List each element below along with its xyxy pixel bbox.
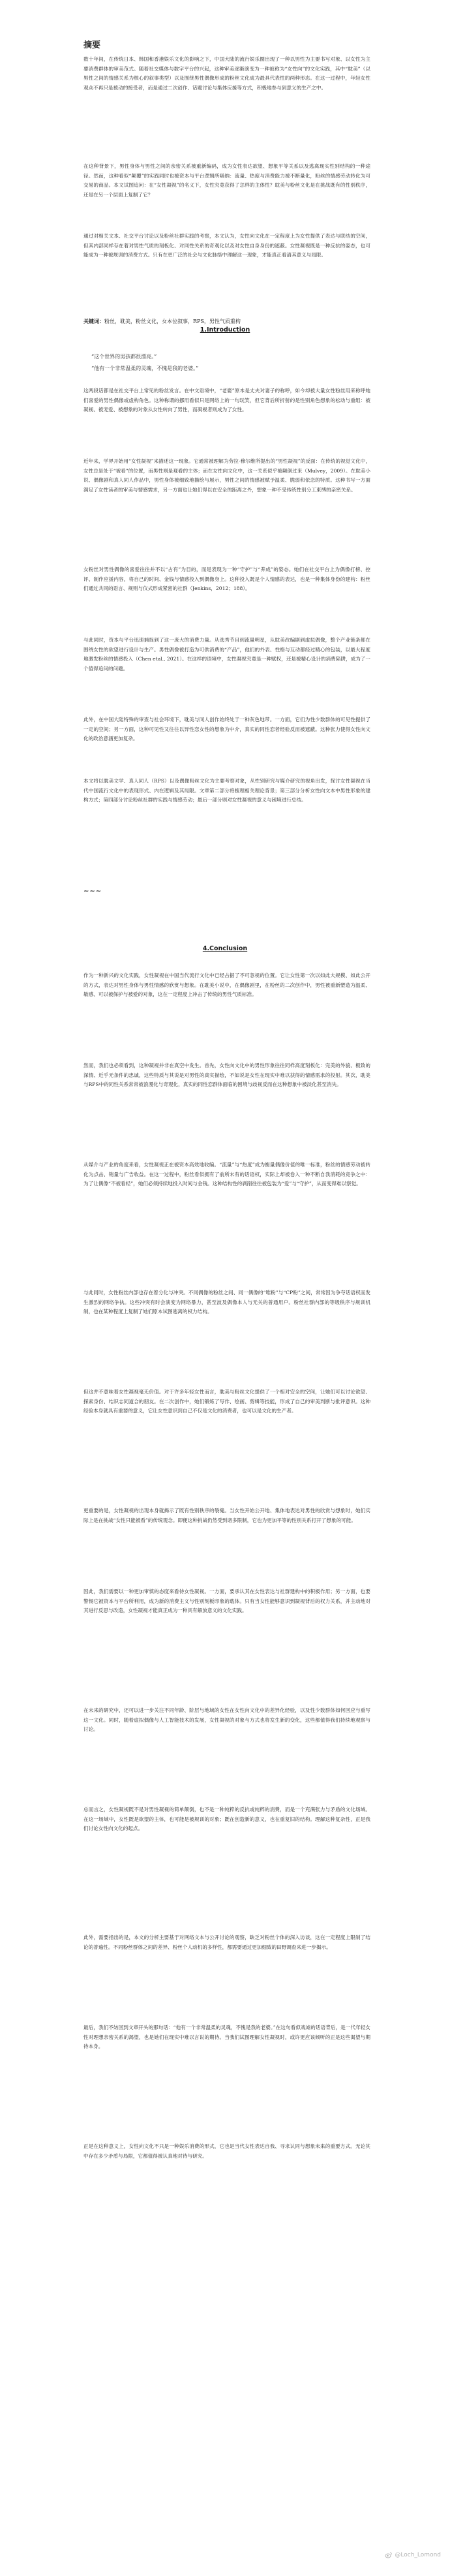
watermark-text: @Loch_Lomond <box>395 2552 441 2558</box>
conclusion-paragraph-11: 最后，我们不妨回到文章开头的那句话：“他有一个非常温柔的灵魂，不愧是我的老婆。”在这句看似戏谑的话语背后，是一代年轻女性对理想亲密关系的渴望，也是她们在现实中难以言说的期待。当我们试图理解女性凝视时，或许更应该倾听的正是这些渴望与期待本身。 <box>83 2025 370 2050</box>
intro-quote-2: “他有一个非常温柔的灵魂，不愧是我的老婆。” <box>91 365 199 371</box>
conclusion-paragraph-4: 与此同时，女性粉丝内部也存在着分化与冲突。不同偶像的粉丝之间、同一偶像的“唯粉”与“CP粉”之间，常常因为争夺话语权而发生激烈的网络争执。这些冲突有时会演变为网络暴力，甚至波及偶像本人与无关的普通用户。粉丝社群内部的等级秩序与规训机制，也在某种程度上复制了她们原本试图逃离的权力结构。 <box>83 1290 370 1315</box>
conclusion-paragraph-1: 作为一种新兴的文化实践，女性凝视在中国当代流行文化中已经占据了不可忽视的位置。它让女性第一次以如此大规模、如此公开的方式，表达对男性身体与男性情感的欣赏与想象。在耽美小说中，在偶像剧里，在粉丝的二次创作中，男性被重新塑造为温柔、敏感、可以被保护与被爱的对象，这在一定程度上冲击了传统的男性气质标准。 <box>83 972 370 998</box>
abstract-title: 摘要 <box>83 40 101 50</box>
abstract-paragraph-2: 在这种背景下，男性身体与男性之间的亲密关系被重新编码，成为女性表达欲望、想象平等关系以及逃离现实性别结构的一种途径。然而，这种看似“颠覆”的实践同时也被资本与平台逻辑所吸纳：流量、热度与消费能力被不断量化，粉丝的情感劳动转化为可交易的商品。本文试图追问：在“女性凝视”的名义下，女性究竟获得了怎样的主体性？耽美与粉丝文化是在挑战既有的性别秩序，还是在另一个层面上复制了它？ <box>83 163 370 198</box>
section-separator: ~~~ <box>83 888 102 895</box>
keywords-line <box>83 317 370 326</box>
conclusion-paragraph-7: 因此，我们需要以一种更加审慎的态度来看待女性凝视。一方面，要承认其在女性表达与社群建构中的积极作用；另一方面，也要警惕它被资本与平台所利用，成为新的消费主义与性别刻板印象的载体。只有当女性能够意识到凝视背后的权力关系，并主动地对其进行反思与改造，女性凝视才能真正成为一种具有解放意义的文化实践。 <box>83 1589 370 1614</box>
intro-paragraph-4: 与此同时，资本与平台迅速捕捉到了这一庞大的消费力量。从选秀节目到流量明星，从耽美改编剧到虚拟偶像，整个产业链条都在围绕女性的欲望进行设计与生产。男性偶像被打造为可供消费的“产品”，他们的外表、性格与互动都经过精心的包装，以最大程度地激发粉丝的情感投入（Chen etal., 2021）。在这样的语境中，女性凝视究竟是一种赋权，还是被精心设计的消费陷阱，成为了一个值得追问的问题。 <box>83 637 370 672</box>
introduction-heading: 1.Introduction <box>200 326 250 334</box>
intro-paragraph-1: 这两段话都是在社交平台上常见的粉丝发言。在中文语境中，“老婆”原本是丈夫对妻子的称呼，如今却被大量女性粉丝用来称呼她们喜爱的男性偶像或虚构角色。这种称谓的挪用看似只是网络上的一句玩笑，但它背后所折射的是性别角色想象的松动与重组：被凝视、被宠爱、被想象的对象从女性转向了男性，而凝视者则成为了女性。 <box>83 388 370 413</box>
keywords-label: 关键词： <box>83 318 104 324</box>
conclusion-paragraph-9: 总而言之，女性凝视既不是对男性凝视的简单颠倒，也不是一种纯粹的反抗或纯粹的消费，而是一个充满张力与矛盾的文化场域。在这一场域中，女性既是欲望的主体，也可能是被规训的对象；既在创造新的意义，也在重复旧的结构。理解这种复杂性，正是我们讨论女性向文化的起点。 <box>83 1807 370 1832</box>
weibo-logo-icon <box>385 2551 393 2559</box>
intro-paragraph-6: 本文将以耽美文学、真人同人（RPS）以及偶像粉丝文化为主要考察对象，从性别研究与媒介研究的视角出发，探讨女性凝视在当代中国流行文化中的表现形式、内在逻辑及其局限。文章第二部分将梳理相关理论背景；第三部分分析女性向文本中男性形象的建构方式；第四部分讨论粉丝社群的实践与情感劳动；最后一部分则对女性凝视的意义与困境进行总结。 <box>83 778 370 803</box>
conclusion-paragraph-3: 从媒介与产业的角度来看，女性凝视正在被资本高效地收编。“流量”与“热度”成为衡量偶像价值的唯一标准，粉丝的情感劳动被转化为点击、销量与广告收益。在这一过程中，粉丝看似拥有了前所未有的话语权，实际上却被卷入一种不断自我消耗的竞争之中：为了让偶像“不被看轻”，她们必须持续地投入时间与金钱。这种结构性的剥削往往被包装为“爱”与“守护”，从而变得难以察觉。 <box>83 1162 370 1187</box>
conclusion-paragraph-10: 此外，需要指出的是，本文的分析主要基于对网络文本与公开讨论的观察，缺乏对粉丝个体的深入访谈，这在一定程度上限制了结论的普遍性。不同粉丝群体之间的差异、粉丝个人动机的多样性，都需要通过更加细致的田野调查来进一步揭示。 <box>83 1934 370 1950</box>
conclusion-paragraph-8: 在未来的研究中，还可以进一步关注不同年龄、阶层与地域的女性在女性向文化中的差异化经验，以及性少数群体如何回应与重写这一文化。同时，随着虚拟偶像与人工智能技术的发展，女性凝视的对象与方式也将发生新的变化，这些都值得我们持续地观察与讨论。 <box>83 1707 370 1733</box>
keywords-value: 粉丝，耽美，粉丝文化，女本位叙事，RPS，男性气质重构 <box>104 318 241 324</box>
abstract-paragraph-3: 通过对相关文本、社交平台讨论以及粉丝社群实践的考察，本文认为，女性向文化在一定程度上为女性提供了表达与联结的空间，但其内部同样存在着对男性气质的刻板化、对同性关系的奇观化以及对女性自身身份的遮蔽。女性凝视既是一种反抗的姿态，也可能成为一种被规训的消费方式。只有在更广泛的社会与文化脉络中理解这一现象，才能真正看清其意义与局限。 <box>83 233 370 258</box>
watermark <box>385 2551 441 2559</box>
conclusion-heading: 4.Conclusion <box>202 945 248 952</box>
conclusion-paragraph-2: 然而，我们也必须看到，这种凝视并非在真空中发生。首先，女性向文化中的男性形象往往同样高度刻板化：完美的外貌、极致的深情、近乎无条件的忠诚，这些特质与其说是对男性的真实描绘，不如说是女性在现实中难以获得的情感需求的投射。其次，耽美与RPS中的同性关系常常被浪漫化与奇观化，真实的同性恋群体面临的困境与歧视反而在这种想象中被淡化甚至消失。 <box>83 1063 370 1088</box>
abstract-paragraph-1: 数十年间，在传统日本、韩国和香港娱乐文化的影响之下，中国大陆的流行娱乐圈出现了一种以男性为主要书写对象、以女性为主要消费群体的审美范式。随着社交媒体与数字平台的兴起，这种审美逐渐演变为一种被称为“女性向”的文化实践，其中“耽美”（以男性之间的情感关系为核心的叙事类型）以及围绕男性偶像形成的粉丝文化成为最具代表性的两种形态。在这一过程中，年轻女性观众不再只是被动的接受者，而是通过二次创作、话题讨论与集体应援等方式，积极地参与到意义的生产之中。 <box>83 56 370 91</box>
intro-paragraph-3: 女粉丝对男性偶像的喜爱往往并不以“占有”为目的，而是表现为一种“守护”与“养成”的姿态。她们在社交平台上为偶像打榜、控评、制作应援内容，将自己的时间、金钱与情感投入到偶像身上。这种投入既是个人情感的表达，也是一种集体身份的建构：粉丝们通过共同的语言、规则与仪式形成紧密的社群（Jenkins，2012；188）。 <box>83 566 370 592</box>
conclusion-paragraph-5: 但这并不意味着女性凝视毫无价值。对于许多年轻女性而言，耽美与粉丝文化提供了一个相对安全的空间，让她们可以讨论欲望、探索身份、结识志同道合的朋友。在二次创作中，她们锻炼了写作、绘画、剪辑等技能，形成了自己的审美判断与批评意识。这种经验本身就具有重要的意义，它让女性意识到自己不仅是文化的消费者，也可以是文化的生产者。 <box>83 1389 370 1414</box>
conclusion-paragraph-12: 正是在这种意义上，女性向文化不只是一种娱乐消费的形式，它也是当代女性表达自我、寻求认同与想象未来的重要方式。无论其中存在多少矛盾与局限，它都值得被认真地对待与研究。 <box>83 2143 370 2159</box>
intro-quote-1: “这个世界的男孩都很漂亮。” <box>91 354 157 360</box>
intro-paragraph-2: 近年来，学界开始用“女性凝视”来描述这一现象。它通常被理解为劳拉·穆尔维所提出的“男性凝视”的反面：在传统的视觉文化中，女性总是处于“被看”的位置，而男性则是观看的主体；而在女性向文化中，这一关系似乎被颠倒过来（Mulvey，2009）。在耽美小说、偶像剧和真人同人作品中，男性身体被细致地描绘与展示，男性之间的情感被赋予温柔、脆弱和依恋的特质。这种书写一方面满足了女性读者的审美与情感需求，另一方面也让她们得以在安全的距离之外，想象一种不受传统性别分工束缚的亲密关系。 <box>83 458 370 493</box>
conclusion-paragraph-6: 更重要的是，女性凝视的出现本身就揭示了既有性别秩序的裂缝。当女性开始公开地、集体地表达对男性的欣赏与想象时，她们实际上是在挑战“女性只能被看”的传统观念。即便这种挑战仍然受到诸多限制，它也为更加平等的性别关系打开了想象的可能。 <box>83 1508 370 1523</box>
intro-paragraph-5: 此外，在中国大陆特殊的审查与社会环境下，耽美与同人创作始终处于一种灰色地带。一方面，它们为性少数群体的可见性提供了一定的空间；另一方面，这种可见性又往往以异性恋女性的想象为中介，真实的同性恋者经验反而被遮蔽。这种张力使得女性向文化的政治意涵更加复杂。 <box>83 717 370 742</box>
